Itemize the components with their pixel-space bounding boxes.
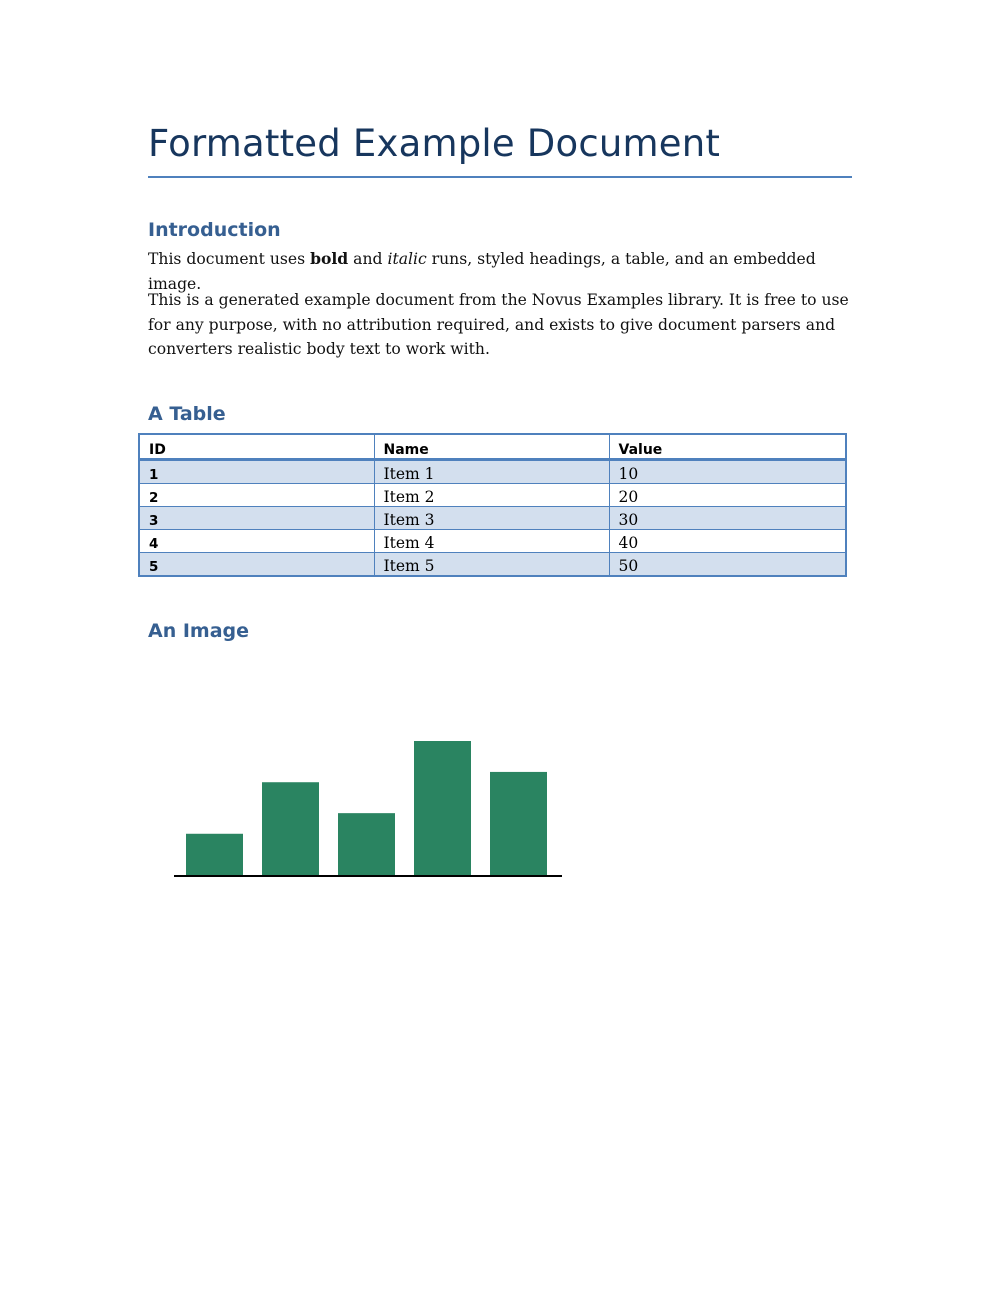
document-title: Formatted Example Document [148,122,721,165]
italic-run: italic [387,250,427,268]
table-header-row [139,434,846,460]
cell-id: 4 [139,530,374,553]
table-row [139,530,846,553]
cell-id: 5 [139,553,374,577]
heading-a-table: A Table [148,403,226,425]
cell-name: Item 5 [374,553,609,577]
table-row [139,484,846,507]
intro-text-3: runs, styled headings, a table, and an embedded image. [148,250,816,293]
cell-value: 50 [609,553,846,577]
chart-bar-2 [262,782,319,875]
data-table [138,433,847,577]
cell-value: 40 [609,530,846,553]
table-row [139,460,846,484]
cell-id: 2 [139,484,374,507]
column-header-name: Name [374,434,609,460]
title-underline [148,176,852,178]
chart-bar-1 [186,834,243,875]
chart-bar-3 [338,813,395,875]
cell-name: Item 1 [374,460,609,484]
column-header-value: Value [609,434,846,460]
cell-value: 10 [609,460,846,484]
chart-bars [186,741,547,875]
intro-text-1: This document uses [148,250,311,268]
cell-id: 1 [139,460,374,484]
intro-paragraph-2: This is a generated example document from the Novus Examples library. It is free to use for any purpose, with no attribution required, and exists to give document parsers and converters realistic body text to work with. [148,291,849,358]
table-row [139,507,846,530]
cell-name: Item 2 [374,484,609,507]
cell-name: Item 3 [374,507,609,530]
heading-introduction: Introduction [148,219,281,241]
chart-bar-5 [490,772,547,875]
cell-value: 20 [609,484,846,507]
intro-text-2: and [348,250,388,268]
column-header-id: ID [139,434,374,460]
cell-id: 3 [139,507,374,530]
embedded-bar-chart-image [172,730,564,880]
table-row [139,553,846,577]
heading-an-image: An Image [148,620,250,642]
chart-bar-4 [414,741,471,875]
cell-value: 30 [609,507,846,530]
bold-run: bold [310,249,349,268]
cell-name: Item 4 [374,530,609,553]
